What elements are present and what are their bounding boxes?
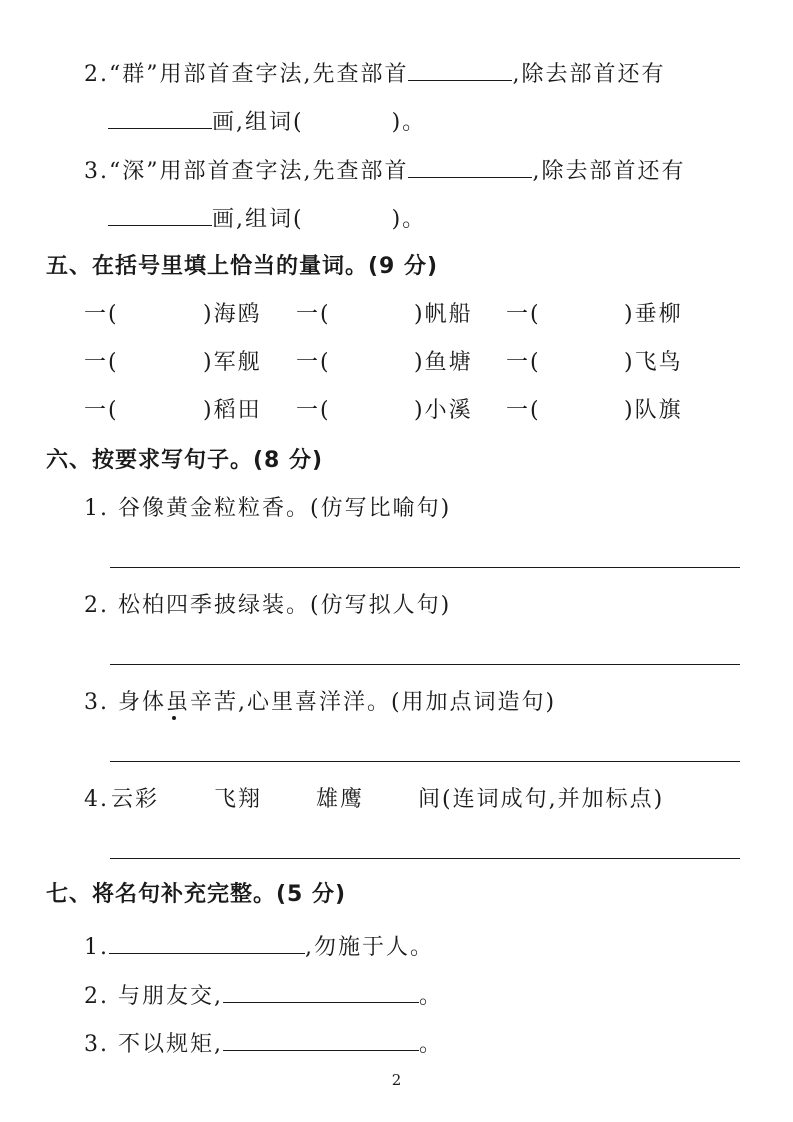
measure-word-noun: )垂柳 [624,302,683,327]
answer-blank[interactable] [108,106,212,129]
word-chip: 间(连词成句,并加标点) [418,787,665,812]
measure-word-item: 一( [506,350,541,375]
measure-word-noun: )海鸥 [203,302,262,327]
answer-blank[interactable] [408,155,532,178]
word-chip: 飞翔 [214,787,263,812]
answer-blank[interactable] [223,1028,419,1051]
measure-word-item: 一( [506,398,541,423]
measure-word-item: 一( [506,302,541,327]
measure-word-item: 一( [84,302,119,327]
answer-writing-line[interactable] [110,567,740,568]
sentence-prompt: 4. [84,787,109,812]
quote-item: 2. 与朋友交, 。 [84,980,443,1012]
word-chip: 雄鹰 [316,787,365,812]
answer-writing-line[interactable] [110,664,740,665]
measure-word-noun: )队旗 [624,398,683,423]
sentence-prompt: 1. 谷像黄金粒粒香。(仿写比喻句) [84,496,452,521]
section-heading: 七、将名句补充完整。(5 分) [46,882,347,907]
sentence-prompt: 2. 松柏四季披绿装。(仿写拟人句) [84,593,452,618]
measure-word-item: 一( [84,398,119,423]
emphasis-dot [172,716,176,720]
measure-word-noun: )飞鸟 [624,350,683,375]
section-heading: 五、在括号里填上恰当的量词。(9 分) [46,254,439,279]
question-item-continuation: 画,组词( )。 [108,203,426,235]
measure-word-item: 一( [296,350,331,375]
quote-item: 3. 不以规矩, 。 [84,1028,443,1060]
section-heading: 六、按要求写句子。(8 分) [46,448,324,473]
measure-word-item: 一( [296,302,331,327]
measure-word-noun: )稻田 [203,398,262,423]
answer-writing-line[interactable] [110,761,740,762]
question-item-continuation: 画,组词( )。 [108,106,426,138]
question-item: 3.“深”用部首查字法,先查部首 ,除去部首还有 [84,155,685,187]
answer-blank[interactable] [408,58,512,81]
answer-blank[interactable] [108,203,212,226]
quote-item: 1. ,勿施于人。 [84,931,434,963]
measure-word-item: 一( [84,350,119,375]
answer-blank[interactable] [109,931,305,954]
measure-word-noun: )鱼塘 [414,350,473,375]
sentence-prompt: 3. 身体虽辛苦,心里喜洋洋。(用加点词造句) [84,690,557,715]
answer-blank[interactable] [223,980,419,1003]
answer-writing-line[interactable] [110,858,740,859]
measure-word-noun: )军舰 [203,350,262,375]
page-number: 2 [391,1071,402,1089]
word-chip: 云彩 [111,787,160,812]
measure-word-noun: )小溪 [414,398,473,423]
question-item: 2.“群”用部首查字法,先查部首 ,除去部首还有 [84,58,665,90]
measure-word-item: 一( [296,398,331,423]
measure-word-noun: )帆船 [414,302,473,327]
